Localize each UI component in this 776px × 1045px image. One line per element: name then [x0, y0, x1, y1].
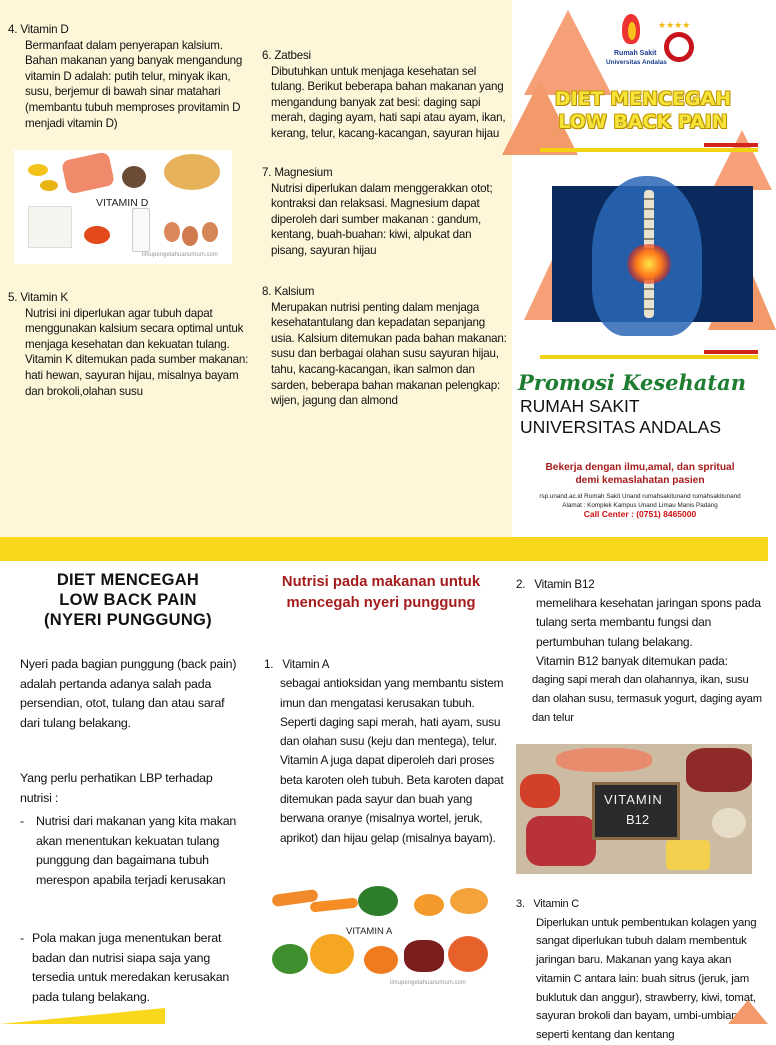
nutrisi-heading: Nutrisi pada makanan untuk mencegah nyeri punggung [281, 574, 481, 611]
mushroom-icon [122, 166, 146, 188]
triangle-decoration [0, 1008, 165, 1024]
image-credit: ilmupengetahuanumum.com [142, 252, 218, 258]
section-vitamin-d [8, 22, 258, 131]
crab-icon [520, 774, 560, 808]
section-text: Bermanfaat dalam penyerapan kalsium. Bahan makanan yang banyak mengandung vitamin D adalah: putih telur, minyak ikan, susu, berjemur di bawah sinar matahari (membantu tubuh memproses provitamin D menjadi vitamin D) [25, 38, 243, 130]
hospital-logo [606, 14, 710, 74]
egg-icon [164, 222, 180, 242]
section-number: 8. [262, 285, 272, 298]
intro-text: Nyeri pada bagian punggung (back pain) adalah pertanda adanya salah pada persendian, otot, tulang dan atau saraf dari tulang belakang. [20, 657, 237, 730]
stripe-decoration [704, 143, 758, 147]
hospital-name: RUMAH SAKIT UNIVERSITAS ANDALAS [520, 396, 721, 437]
section-vitamin-a: 1. Vitamin A sebagai antioksidan yang membantu sistem imun dan mengatasi kerusakan tubuh. Seperti daging sapi merah, hati ayam, susu dan olahan susu (keju dan mentega), telur. Vitamin A juga dapat diperoleh dari proses beta karoten oleh tubuh. Beta karoten dapat ditemukan pada sayur dan buah yang berwana oranye (misalnya wortel, jeruk, aprikot) dan hijau gelap (misalnya bayam). [264, 658, 504, 845]
cover-title: DIET MENCEGAH LOW BACK PAIN [554, 88, 732, 133]
mushroom-icon [712, 808, 746, 838]
motto: Bekerja dengan ilmu,amal, dan spritual demi kemaslahatan pasien [545, 462, 735, 486]
triangle-decoration [712, 130, 772, 190]
beef-icon [526, 816, 596, 866]
melon-icon [310, 934, 354, 974]
meat-icon [686, 748, 752, 792]
tofu-icon [28, 206, 72, 248]
image-label: VITAMIN D [96, 197, 149, 209]
section-text: Nutrisi diperlukan dalam menggerakkan otot; kontraksi dan relaksasi. Magnesium dapat diperoleh dari sumber makanan : gandum, kentang, buah-buahan: kiwi, alpukat dan pisang, sayuran hijau [271, 181, 493, 257]
section-title: Magnesium [274, 166, 333, 179]
section-number: 4. [8, 23, 18, 36]
egg-icon [202, 222, 218, 242]
logo-text: Universitas Andalas [606, 59, 667, 66]
back-pain-image [552, 186, 753, 322]
board-label: B12 [626, 812, 650, 827]
image-credit: ilmupengetahuanumum.com [390, 980, 466, 986]
stripe-decoration [704, 350, 758, 354]
cheese-icon [666, 840, 710, 870]
liver-icon [404, 940, 444, 972]
kale-icon [358, 886, 398, 916]
address: Alamat : Komplek Kampus Unand Limau Manis Padang [562, 502, 718, 509]
call-center: Call Center : (0751) 8465000 [583, 509, 697, 519]
carrot-icon [310, 898, 359, 913]
salmon-icon [61, 151, 115, 194]
inside-title: DIET MENCEGAH LOW BACK PAIN (NYERI PUNGGUNG) [44, 571, 212, 629]
chalkboard [592, 782, 680, 840]
fish-icon [556, 748, 652, 772]
stripe-decoration [540, 355, 758, 359]
mango-icon [448, 936, 488, 972]
section-zatbesi [262, 48, 507, 142]
contact-info [512, 492, 768, 519]
section-title: Kalsium [274, 285, 315, 298]
section-title: Zatbesi [274, 49, 311, 62]
section-text: Nutrisi ini diperlukan agar tubuh dapat menggunakan kalsium secara optimal untuk menjaga kesehatan dan kekuatan tulang. Vitamin K ditemukan pada sumber makanan: hati hewan, sayuran hijau, misalnya bayam dan brokoli,olahan susu [25, 306, 249, 398]
section-title: Vitamin D [20, 23, 69, 36]
pain-glow-icon [626, 244, 672, 284]
section-number: 6. [262, 49, 272, 62]
vitamin-a-image [264, 884, 500, 992]
apricot-icon [414, 894, 444, 916]
section-vitamin-k [8, 290, 258, 399]
milk-icon [132, 208, 150, 252]
roe-icon [84, 226, 110, 244]
capsule-icon [28, 164, 48, 176]
bullet-item: - Pola makan juga menentukan berat badan dan nutrisi siapa saja yang tersedia untuk meredakan kerusakan pada tulang belakang. [20, 931, 230, 1004]
stars-icon: ★★★★ [658, 20, 691, 30]
bullet-item: - Nutrisi dari makanan yang kita makan akan menentukan kekuatan tulang punggung dan bagaimana tubuh merespon apabila terjadi kerusakan [20, 814, 237, 887]
logo-text: Rumah Sakit [614, 50, 657, 57]
section-title: Vitamin K [20, 291, 68, 304]
egg-icon [182, 226, 198, 246]
promo-heading: Promosi Kesehatan [518, 370, 746, 395]
spinach-icon [272, 944, 308, 974]
section-number: 7. [262, 166, 272, 179]
image-label: VITAMIN A [346, 926, 393, 937]
vitamin-d-image [14, 150, 232, 264]
section-magnesium [262, 165, 507, 259]
q-emblem-icon [664, 32, 694, 62]
cereal-icon [164, 154, 220, 190]
section-text: Dibutuhkan untuk menjaga kesehatan sel tulang. Berikut beberapa bahan makanan yang mengandung banyak zat besi: daging sapi merah, daging ayam, hati sapi atau ayam, ikan, kerang, telur, kacang-kacangan, sayuran hijau [271, 64, 506, 140]
vitamin-b12-image [516, 744, 752, 874]
capsule-icon [40, 180, 58, 191]
section-kalsium [262, 284, 507, 409]
board-label: VITAMIN [604, 792, 663, 807]
pepper-icon [364, 946, 398, 974]
section-vitamin-b12: 2. Vitamin B12 memelihara kesehatan jaringan spons pada tulang serta membantu fungsi dan pertumbuhan tulang belakang. Vitamin B12 banyak ditemukan pada: daging sapi merah dan olahannya, ikan, susu dan olahan susu, termasuk yogurt, daging ayam dan telur [516, 578, 762, 725]
perhatikan-text: Yang perlu perhatikan LBP terhadap nutrisi : [20, 771, 213, 805]
squash-icon [450, 888, 488, 914]
triangle-decoration [728, 1000, 768, 1024]
section-vitamin-c: 3. Vitamin C Diperlukan untuk pembentukan kolagen yang sangat diperlukan tubuh dalam membentuk jaringan baru. Makanan yang kaya akan vitamin C antara lain: buah sitrus (jeruk, jam buklutuk dan anggur), strawberry, kiwi, tomat, sayuran brokoli dan bayam, umbi-umbian seperti kentang dan kentang [516, 898, 757, 1041]
flame-icon [628, 22, 636, 40]
social-links[interactable]: rsp.unand.ac.id Rumah Sakit Unand rumahsakitunand rumahsakitunand [539, 493, 741, 500]
section-text: Merupakan nutrisi penting dalam menjaga kesehatantulang dan kepadatan sepanjang usia. Kalsium ditemukan pada bahan makanan: susu dan berbagai olahan susu sayuran hijau, tahu, kacang-kacangan, ikan salmon dan sarden, beberapa bahan makanan pelengkap: wijen, jagung dan almond [271, 300, 507, 408]
stripe-decoration [540, 148, 758, 152]
section-number: 5. [8, 291, 18, 304]
fold-divider [0, 537, 768, 561]
